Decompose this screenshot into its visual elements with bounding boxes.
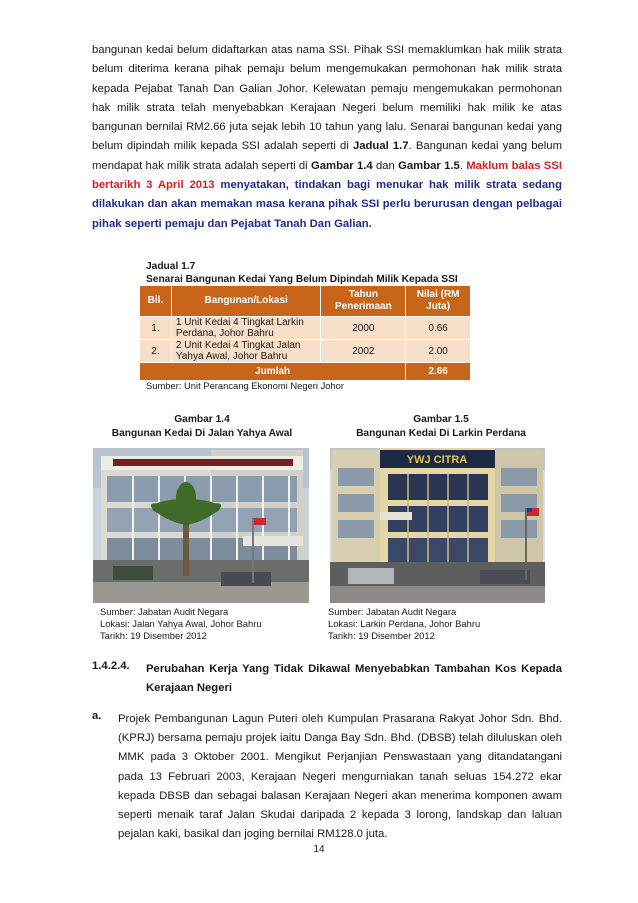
table-source: Sumber: Unit Perancang Ekonomi Negeri Johor bbox=[146, 380, 345, 391]
figure-1-date: Tarikh: 19 Disember 2012 bbox=[100, 630, 207, 641]
page-number: 14 bbox=[313, 844, 325, 855]
figure-2-source: Sumber: Jabatan Audit Negara bbox=[328, 606, 457, 617]
response-statement: menyatakan, tindakan bagi menukar hak milik strata sedang dilakukan dan akan memakan masa kerana pihak SSI perlu berurusan dengan pelbagai pihak seperti pemaju dan Pejabat Tanah Dan Galian. bbox=[92, 179, 562, 230]
item-label: a. bbox=[92, 710, 102, 722]
table-reference: Jadual 1.7 bbox=[352, 140, 409, 153]
paragraph-text-b: . Bangunan kedai yang belum mendapat hak milik strata adalah seperti di bbox=[92, 140, 562, 172]
figure-1-number: Gambar 1.4 bbox=[174, 414, 230, 425]
table-total-row bbox=[140, 363, 471, 381]
table-header-row bbox=[140, 286, 471, 317]
cell-bil: 1. bbox=[140, 317, 172, 340]
figure-reference-1: Gambar 1.4 bbox=[310, 159, 373, 172]
building-sign-text: YWJ CITRA bbox=[406, 454, 468, 466]
response-date-highlight: Maklum balas SSI bertarikh 3 April 2013 bbox=[92, 159, 562, 192]
item-text: Projek Pembangunan Lagun Puteri oleh Kumpulan Prasarana Rakyat Johor Sdn. Bhd. (KPRJ) bersama pemaju projek iaitu Danga Bay Sdn. Bhd. (DBSB) telah diluluskan oleh MMK pada 3 Oktober 2001. Mengikut Perjanjian Penswastaan yang ditandatangani pada 13 Februari 2003, Kerajaan Negeri mengurniakan tanah seluas 154.272 ekar kepada DBSB dan sebagai balasan Kerajaan Negeri akan menerima komponen awam seperti menaik taraf Jalan Skudai daripada 2 kepada 3 lorong, landskap dan laluan pejalan kaki, basikal dan joging bernilai RM128.0 juta. bbox=[118, 713, 562, 841]
paragraph-text-d: . bbox=[459, 159, 467, 172]
figure-2-number: Gambar 1.5 bbox=[413, 414, 469, 425]
table-row bbox=[140, 340, 471, 363]
figure-1-location: Lokasi: Jalan Yahya Awal, Johor Bahru bbox=[100, 618, 262, 629]
total-label: Jumlah bbox=[140, 363, 406, 381]
cell-tahun: 2002 bbox=[321, 340, 406, 363]
paragraph-text-c: dan bbox=[372, 159, 399, 172]
header-lokasi: Bangunan/Lokasi bbox=[171, 286, 321, 317]
table-caption-number: Jadual 1.7 bbox=[146, 261, 196, 272]
paragraph-body bbox=[92, 41, 562, 234]
figure-reference-2: Gambar 1.5 bbox=[398, 159, 460, 172]
paragraph-text-a: bangunan kedai belum didaftarkan atas nama SSI. Pihak SSI memaklumkan hak milik strata belum diterima kerana pihak pemaju belum mengemukakan permohonan hak milik strata kepada Pejabat Tanah Dan Galian Johor. Kelewatan pemaju mengemukakan permohonan hak milik strata telah menyebabkan Kerajaan Negeri belum memiliki hak milik ke atas bangunan bernilai RM2.66 juta sejak lebih 10 tahun yang lalu. Senarai bangunan kedai yang belum dipindah milik kepada SSI adalah seperti di bbox=[92, 44, 562, 153]
cell-nilai: 0.66 bbox=[406, 317, 471, 340]
cell-lokasi: 1 Unit Kedai 4 Tingkat Larkin Perdana, Johor Bahru bbox=[171, 317, 321, 340]
figure-2-title: Bangunan Kedai Di Larkin Perdana bbox=[356, 428, 526, 439]
cell-lokasi: 2 Unit Kedai 4 Tingkat Jalan Yahya Awal, Johor Bahru bbox=[171, 340, 321, 363]
figure-1-title: Bangunan Kedai Di Jalan Yahya Awal bbox=[111, 428, 293, 439]
section-title: Perubahan Kerja Yang Tidak Dikawal Menyebabkan Tambahan Kos Kepada Kerajaan Negeri bbox=[146, 663, 562, 694]
cell-tahun: 2000 bbox=[321, 317, 406, 340]
header-bil: Bil. bbox=[140, 286, 172, 317]
figure-1-source: Sumber: Jabatan Audit Negara bbox=[100, 606, 229, 617]
table-caption-title: Senarai Bangunan Kedai Yang Belum Dipindah Milik Kepada SSI bbox=[146, 274, 458, 285]
cell-bil: 2. bbox=[140, 340, 172, 363]
header-tahun: Tahun Penerimaan bbox=[321, 286, 406, 317]
figure-2-location: Lokasi: Larkin Perdana, Johor Bahru bbox=[328, 618, 481, 629]
figure-2-photo bbox=[330, 448, 545, 603]
figure-1-photo bbox=[93, 448, 309, 603]
figure-2-date: Tarikh: 19 Disember 2012 bbox=[328, 630, 435, 641]
section-number: 1.4.2.4. bbox=[92, 660, 130, 672]
table-row bbox=[140, 317, 471, 340]
header-nilai: Nilai (RM Juta) bbox=[406, 286, 471, 317]
cell-nilai: 2.00 bbox=[406, 340, 471, 363]
shophouse-yahya-awal-image bbox=[93, 448, 309, 603]
total-value: 2.66 bbox=[406, 363, 471, 381]
property-table bbox=[139, 285, 471, 381]
shophouse-larkin-perdana-image bbox=[330, 448, 545, 603]
